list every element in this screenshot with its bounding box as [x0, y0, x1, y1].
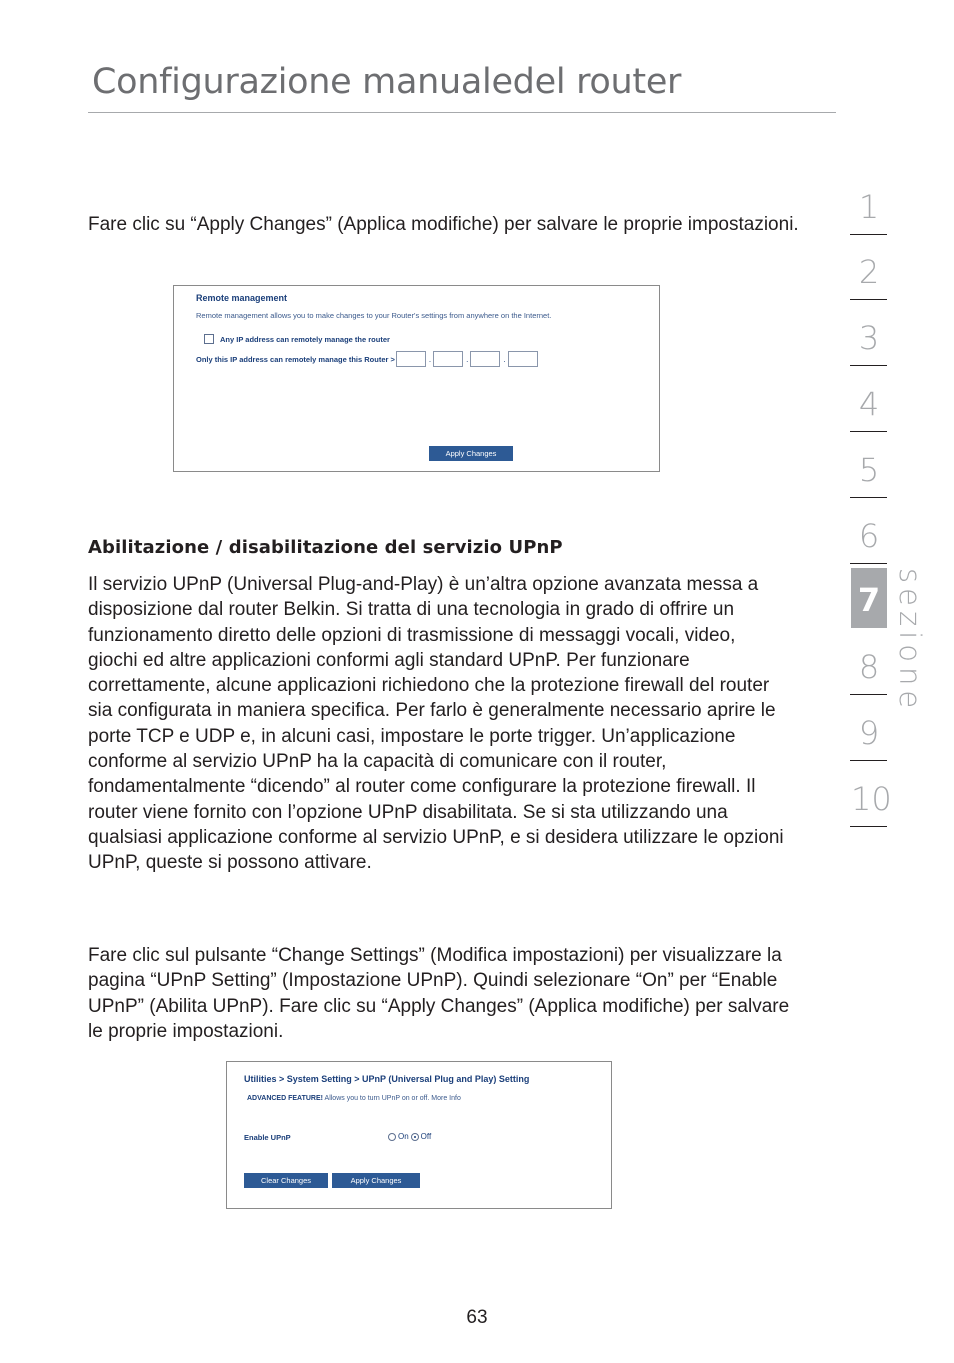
title-divider — [88, 112, 836, 113]
remote-management-screenshot — [173, 285, 660, 472]
section-6-link[interactable]: 6 — [858, 517, 880, 555]
section-7-link-active[interactable]: 7 — [851, 568, 887, 628]
section-label: sezione — [893, 568, 927, 714]
any-ip-label: Any IP address can remotely manage the router — [220, 334, 390, 344]
upnp-on-label: On — [398, 1132, 409, 1141]
apply-changes-button[interactable]: Apply Changes — [429, 446, 513, 461]
section-divider — [850, 563, 887, 564]
section-divider — [850, 431, 887, 432]
section-divider — [850, 826, 887, 827]
clear-changes-button[interactable]: Clear Changes — [244, 1173, 328, 1188]
advanced-feature-prefix: ADVANCED FEATURE! — [247, 1095, 323, 1102]
upnp-on-radio[interactable] — [388, 1133, 396, 1141]
section-5-link[interactable]: 5 — [858, 451, 880, 489]
section-divider — [850, 760, 887, 761]
ip-separator: . — [428, 354, 432, 364]
section-divider — [850, 694, 887, 695]
section-10-link[interactable]: 10 — [851, 780, 892, 818]
ip-address-label: Only this IP address can remotely manage this Router > — [196, 354, 395, 364]
section-divider — [850, 299, 887, 300]
upnp-off-radio[interactable] — [411, 1133, 419, 1141]
ip-octet-1-input[interactable] — [396, 351, 426, 367]
upnp-off-label: Off — [420, 1132, 432, 1141]
section-divider — [850, 234, 887, 235]
enable-upnp-radio-group — [388, 1132, 431, 1141]
ip-octet-2-input[interactable] — [433, 351, 463, 367]
ip-address-row — [196, 351, 541, 367]
advanced-feature-text: Allows you to turn UPnP on or off. More Info — [322, 1095, 461, 1102]
ip-octet-4-input[interactable] — [508, 351, 538, 367]
section-9-link[interactable]: 9 — [858, 714, 880, 752]
section-heading: Abilitazione / disabilitazione del servizio UPnP — [88, 537, 563, 558]
advanced-feature-note — [247, 1095, 461, 1102]
ip-separator: . — [466, 354, 469, 364]
instructions-paragraph: Fare clic sul pulsante “Change Settings” (Modifica impostazioni) per visualizzare la pagina “UPnP Setting” (Impostazione UPnP). Quindi selezionare “On” per “Enable UPnP” (Abilita UPnP). Fare clic su “Apply Changes” (Applica modifiche) per salvare le proprie impostazioni. — [88, 945, 790, 1042]
section-divider — [850, 365, 887, 366]
upnp-setting-screenshot — [226, 1061, 612, 1209]
remote-management-title: Remote management — [196, 293, 288, 303]
apply-changes-button[interactable]: Apply Changes — [332, 1173, 420, 1188]
section-2-link[interactable]: 2 — [858, 253, 880, 291]
section-divider — [850, 497, 887, 498]
section-4-link[interactable]: 4 — [858, 385, 880, 423]
remote-management-description: Remote management allows you to make changes to your Router's settings from anywhere on the Internet. — [196, 311, 552, 320]
section-3-link[interactable]: 3 — [858, 319, 880, 357]
any-ip-row — [204, 334, 390, 344]
intro-paragraph: Fare clic su “Apply Changes” (Applica modifiche) per salvare le proprie impostazioni. — [88, 214, 799, 235]
any-ip-checkbox[interactable] — [204, 334, 214, 344]
enable-upnp-label: Enable UPnP — [244, 1133, 291, 1142]
ip-octet-3-input[interactable] — [470, 351, 500, 367]
page-number: 63 — [466, 1307, 488, 1328]
section-8-link[interactable]: 8 — [858, 648, 880, 686]
upnp-paragraph: Il servizio UPnP (Universal Plug-and-Play) è un’altra opzione avanzata messa a disposizione dal router Belkin. Si tratta di una tecnologia in grado di offrire un funzionamento diretto delle opzioni di trasmissione di messaggi vocali, video, giochi ed altre applicazioni conformi agli standard UPnP. Per funzionare correttamente, alcune applicazioni richiedono che la protezione firewall del router sia configurata in maniera specifica. Per farlo è generalmente necessario aprire le porte TCP e UDP e, in alcuni casi, impostare le porte trigger. Un’applicazione conforme al servizio UPnP ha la capacità di comunicare con il router, fondamentalmente “dicendo” al router come configurare la protezione firewall. Il router viene fornito con l’opzione UPnP disabilitata. Se si sta utilizzando una qualsiasi applicazione conforme al servizio UPnP, e si desidera utilizzare le opzioni UPnP, queste si possono attivare. — [88, 574, 784, 874]
section-1-link[interactable]: 1 — [858, 188, 880, 226]
ip-separator: . — [503, 354, 506, 364]
page-title: Configurazione manualedel router — [92, 62, 682, 102]
breadcrumb: Utilities > System Setting > UPnP (Universal Plug and Play) Setting — [244, 1074, 530, 1084]
